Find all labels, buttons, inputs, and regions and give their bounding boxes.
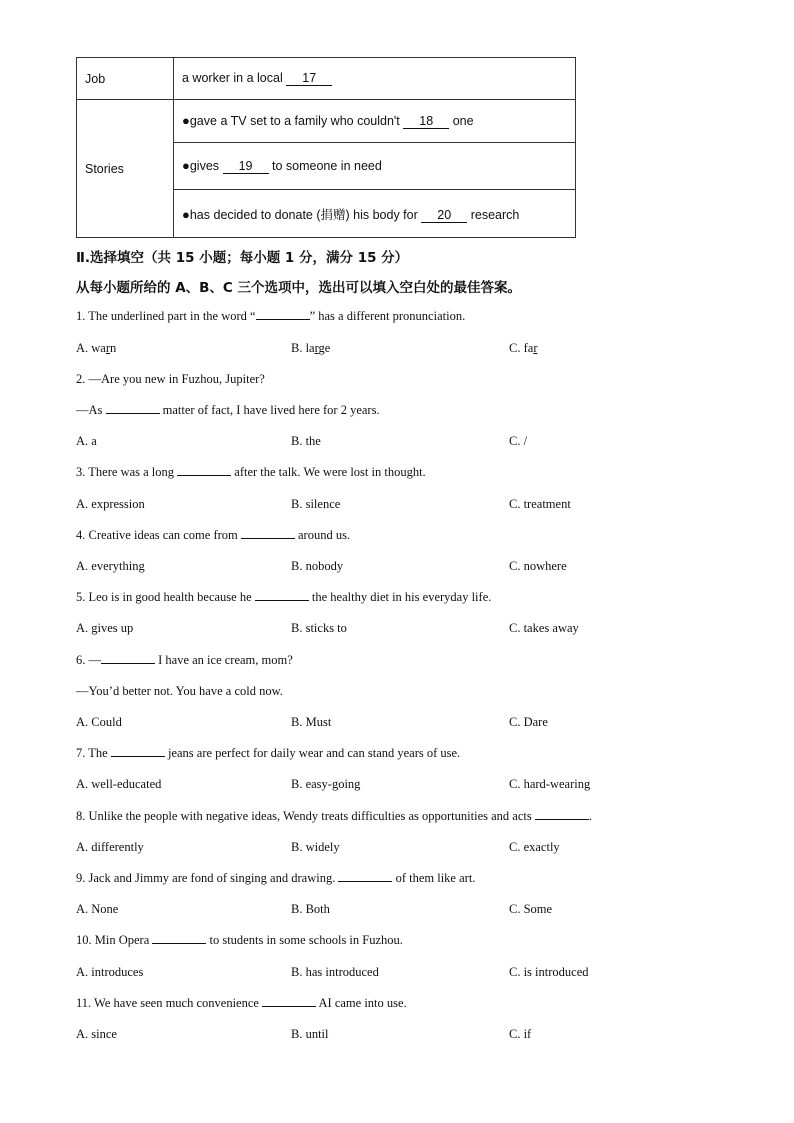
option-7b[interactable]: B. easy-going bbox=[291, 777, 361, 791]
option-2b[interactable]: B. the bbox=[291, 434, 321, 448]
option-9a[interactable]: A. None bbox=[76, 902, 119, 916]
blank-17: 17 bbox=[286, 72, 332, 86]
question-9: 9. Jack and Jimmy are fond of singing and drawing. of them like art. bbox=[76, 871, 476, 885]
bullet-icon: ● bbox=[182, 113, 190, 128]
answer-blank bbox=[111, 746, 165, 757]
option-3a[interactable]: A. expression bbox=[76, 497, 145, 511]
option-2c[interactable]: C. / bbox=[509, 434, 528, 448]
option-1c[interactable]: C. far bbox=[509, 341, 538, 355]
question-3: 3. There was a long after the talk. We were lost in thought. bbox=[76, 465, 426, 479]
stories-label: Stories bbox=[77, 100, 174, 238]
option-3c[interactable]: C. treatment bbox=[509, 497, 571, 511]
option-8c[interactable]: C. exactly bbox=[509, 840, 560, 854]
option-5b[interactable]: B. sticks to bbox=[291, 621, 347, 635]
question-8: 8. Unlike the people with negative ideas, Wendy treats difficulties as opportunities and acts . bbox=[76, 809, 592, 823]
info-table bbox=[76, 57, 576, 238]
option-3b[interactable]: B. silence bbox=[291, 497, 341, 511]
answer-blank bbox=[535, 809, 589, 820]
option-10b[interactable]: B. has introduced bbox=[291, 965, 379, 979]
question-2: 2. —Are you new in Fuzhou, Jupiter? bbox=[76, 372, 265, 386]
job-label: Job bbox=[77, 58, 174, 100]
option-6a[interactable]: A. Could bbox=[76, 715, 122, 729]
story-3-text: has decided to donate (捐赠) his body for bbox=[189, 207, 418, 222]
story-1-text: gave a TV set to a family who couldn't bbox=[189, 114, 400, 128]
blank-19: 19 bbox=[223, 160, 269, 174]
story-3 bbox=[174, 190, 576, 238]
option-6c[interactable]: C. Dare bbox=[509, 715, 548, 729]
story-3-end: research bbox=[470, 207, 520, 222]
option-9b[interactable]: B. Both bbox=[291, 902, 330, 916]
option-2a[interactable]: A. a bbox=[76, 434, 97, 448]
answer-blank bbox=[262, 996, 316, 1007]
answer-blank bbox=[101, 653, 155, 664]
job-cell bbox=[174, 58, 576, 100]
answer-blank bbox=[106, 403, 160, 414]
option-1b[interactable]: B. large bbox=[291, 341, 331, 355]
option-11c[interactable]: C. if bbox=[509, 1027, 532, 1041]
option-7a[interactable]: A. well-educated bbox=[76, 777, 162, 791]
option-11b[interactable]: B. until bbox=[291, 1027, 329, 1041]
option-1a[interactable]: A. warn bbox=[76, 341, 117, 355]
question-5: 5. Leo is in good health because he the healthy diet in his everyday life. bbox=[76, 590, 492, 604]
answer-blank bbox=[256, 309, 310, 320]
section-title: Ⅱ.选择填空（共 15 小题；每小题 1 分，满分 15 分） bbox=[76, 250, 409, 266]
question-2-reply: —As matter of fact, I have lived here for 2 years. bbox=[76, 403, 380, 417]
story-2-text: gives bbox=[189, 159, 220, 173]
question-6-reply: —You’d better not. You have a cold now. bbox=[76, 684, 283, 698]
answer-blank bbox=[255, 590, 309, 601]
option-11a[interactable]: A. since bbox=[76, 1027, 117, 1041]
option-4a[interactable]: A. everything bbox=[76, 559, 145, 573]
option-4b[interactable]: B. nobody bbox=[291, 559, 344, 573]
option-6b[interactable]: B. Must bbox=[291, 715, 332, 729]
question-6: 6. — I have an ice cream, mom? bbox=[76, 653, 293, 667]
option-8b[interactable]: B. widely bbox=[291, 840, 340, 854]
question-10: 10. Min Opera to students in some schools in Fuzhou. bbox=[76, 933, 403, 947]
question-4: 4. Creative ideas can come from around us. bbox=[76, 528, 351, 542]
story-1-end: one bbox=[452, 114, 474, 128]
bullet-icon: ● bbox=[182, 158, 190, 173]
story-2-end: to someone in need bbox=[272, 159, 382, 173]
option-10a[interactable]: A. introduces bbox=[76, 965, 144, 979]
option-4c[interactable]: C. nowhere bbox=[509, 559, 567, 573]
job-text: a worker in a local bbox=[182, 71, 283, 85]
answer-blank bbox=[177, 465, 231, 476]
blank-18: 18 bbox=[403, 115, 449, 129]
question-1: 1. The underlined part in the word “ ” has a different pronunciation. bbox=[76, 309, 466, 323]
section-instruction: 从每小题所给的 A、B、C 三个选项中，选出可以填入空白处的最佳答案。 bbox=[76, 280, 522, 296]
answer-blank bbox=[241, 528, 295, 539]
story-2 bbox=[174, 143, 576, 190]
option-5a[interactable]: A. gives up bbox=[76, 621, 134, 635]
option-8a[interactable]: A. differently bbox=[76, 840, 144, 854]
blank-20: 20 bbox=[421, 209, 467, 223]
question-11: 11. We have seen much convenience AI came into use. bbox=[76, 996, 407, 1010]
option-10c[interactable]: C. is introduced bbox=[509, 965, 589, 979]
answer-blank bbox=[152, 933, 206, 944]
story-1 bbox=[174, 100, 576, 143]
question-7: 7. The jeans are perfect for daily wear and can stand years of use. bbox=[76, 746, 461, 760]
option-7c[interactable]: C. hard-wearing bbox=[509, 777, 591, 791]
option-9c[interactable]: C. Some bbox=[509, 902, 553, 916]
bullet-icon: ● bbox=[182, 206, 190, 222]
option-5c[interactable]: C. takes away bbox=[509, 621, 579, 635]
answer-blank bbox=[338, 871, 392, 882]
